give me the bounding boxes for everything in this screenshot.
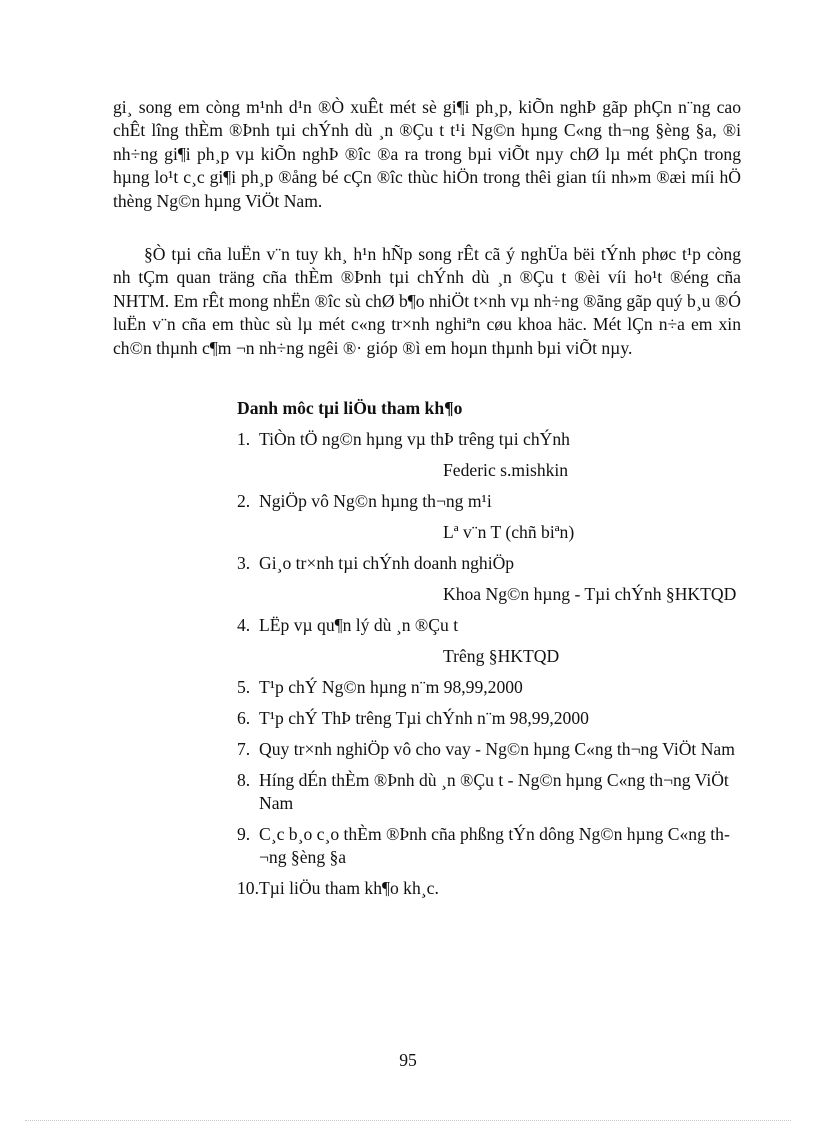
reference-item <box>237 877 741 900</box>
reference-item <box>237 428 741 482</box>
reference-item <box>237 614 741 668</box>
reference-author: Lª v¨n T (chñ biªn) <box>443 522 575 542</box>
reference-author: Trêng §HKTQD <box>443 646 560 666</box>
reference-number: 3. <box>237 553 251 573</box>
reference-title: NgiÖp vô Ng©n hµng th¬ng m¹i <box>259 491 492 511</box>
reference-title: Híng dÉn thÈm ®Þnh dù ¸n ®Çu t - Ng©n hµng C«ng th¬ng ViÖt Nam <box>259 770 729 813</box>
reference-author: Federic s.mishkin <box>443 460 569 480</box>
reference-number: 9. <box>237 824 251 844</box>
references-heading: Danh môc tµi liÖu tham kh¶o <box>237 398 463 418</box>
reference-number: 6. <box>237 708 251 728</box>
reference-item <box>237 552 741 606</box>
reference-title: C¸c b¸o c¸o thÈm ®Þnh cña phßng tÝn dông Ng©n hµng C«ng th¬ng §èng §a <box>259 824 730 867</box>
reference-item <box>237 707 741 730</box>
reference-title: T¹p chÝ Ng©n hµng n¨m 98,99,2000 <box>259 677 523 697</box>
references-list <box>237 428 741 908</box>
reference-title: Tµi liÖu tham kh¶o kh¸c. <box>259 878 439 898</box>
body-paragraph-closing: §Ò tµi cña luËn v¨n tuy kh¸ h¹n hÑp song rÊt cã ý nghÜa bëi tÝnh phøc t¹p còng nh tÇm quan träng cña thÈm ®Þnh tµi chÝnh dù ¸n ®Çu t ®èi víi ho¹t ®éng cña NHTM. Em rÊt mong nhËn ®îc sù chØ b¶o nhiÖt t×nh vµ nh÷ng ®ãng gãp quý b¸u ®Ó luËn v¨n cña em thùc sù lµ mét c«ng tr×nh nghiªn cøu khoa häc. Mét lÇn n÷a em xin ch©n thµnh c¶m ¬n nh÷ng ngêi ®· gióp ®ì em hoµn thµnh bµi viÕt nµy. <box>113 244 741 358</box>
reference-number: 1. <box>237 429 251 449</box>
reference-item <box>237 823 741 869</box>
reference-number: 10. <box>237 878 259 898</box>
reference-number: 4. <box>237 615 251 635</box>
reference-title: TiÒn tÖ ng©n hµng vµ thÞ trêng tµi chÝnh <box>259 429 570 449</box>
reference-title: Quy tr×nh nghiÖp vô cho vay - Ng©n hµng C«ng th¬ng ViÖt Nam <box>259 739 735 759</box>
body-paragraph-conclusion: gi¸ song em còng m¹nh d¹n ®Ò xuÊt mét sè gi¶i ph¸p, kiÕn nghÞ gãp phÇn n¨ng cao chÊt lîng thÈm ®Þnh tµi chÝnh dù ¸n ®Çu t t¹i Ng©n hµng C«ng th¬ng §èng §a, ®i nh÷ng gi¶i ph¸p vµ kiÕn nghÞ ®îc ®a ra trong bµi viÕt nµy chØ lµ mét phÇn trong hµng lo¹t c¸c gi¶i ph¸p ®ång bé cÇn ®îc thùc hiÖn trong thêi gian tíi nh»m ®æi míi hÖ thèng Ng©n hµng ViÖt Nam. <box>113 97 741 211</box>
page-bottom-divider <box>25 1120 791 1121</box>
reference-item <box>237 490 741 544</box>
reference-number: 5. <box>237 677 251 697</box>
reference-author: Khoa Ng©n hµng - Tµi chÝnh §HKTQD <box>443 584 737 604</box>
reference-title: T¹p chÝ ThÞ trêng Tµi chÝnh n¨m 98,99,2000 <box>259 708 589 728</box>
reference-title: Gi¸o tr×nh tµi chÝnh doanh nghiÖp <box>259 553 515 573</box>
reference-item <box>237 769 741 815</box>
reference-number: 7. <box>237 739 251 759</box>
reference-item <box>237 676 741 699</box>
reference-item <box>237 738 741 761</box>
page-number: 95 <box>399 1050 417 1070</box>
reference-title: LËp vµ qu¶n lý dù ¸n ®Çu t <box>259 615 459 635</box>
reference-number: 8. <box>237 770 251 790</box>
reference-number: 2. <box>237 491 251 511</box>
